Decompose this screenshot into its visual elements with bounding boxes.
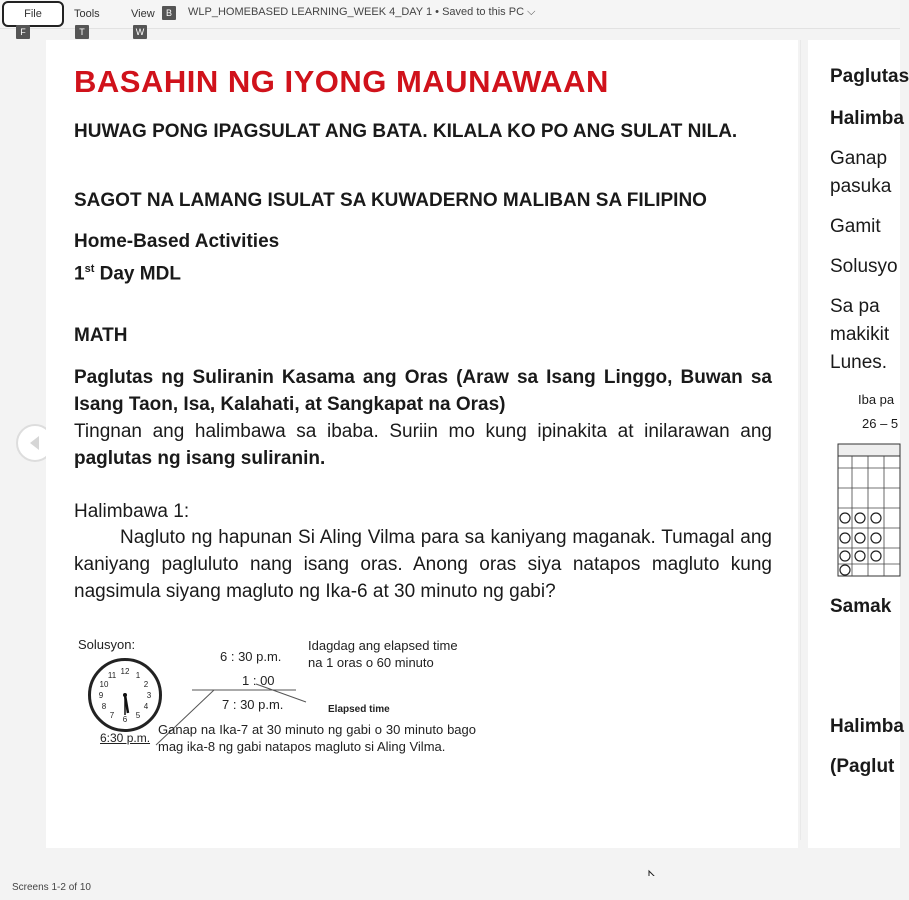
start-time: 6 : 30 p.m. <box>220 649 282 664</box>
next-document-page <box>808 40 909 848</box>
intro-paragraph <box>74 418 772 472</box>
svg-text:2: 2 <box>143 680 149 689</box>
day-number: 1 <box>74 263 85 285</box>
notice-text: HUWAG PONG IPAGSULAT ANG BATA. KILALA KO PO ANG SULAT NILA. <box>74 121 738 142</box>
clock-image <box>88 658 162 732</box>
right-text-line: Halimba <box>830 716 904 737</box>
svg-text:9: 9 <box>98 691 104 700</box>
svg-text:10: 10 <box>99 680 109 689</box>
svg-text:6: 6 <box>122 715 128 724</box>
right-text-line: 26 – 5 <box>862 416 899 431</box>
end-time: 7 : 30 p.m. <box>222 697 284 712</box>
page-divider <box>800 40 801 840</box>
solution-answer: Ganap na Ika-7 at 30 minuto ng gabi o 30 minuto bago mag ika-8 ng gabi natapos magluto si Aling Vilma. <box>158 722 476 754</box>
right-text-line: Lunes. <box>830 352 888 373</box>
intro-bold: paglutas ng isang suliranin. <box>74 448 326 469</box>
svg-text:1: 1 <box>135 671 141 680</box>
day-suffix: st <box>84 263 95 275</box>
right-text-line: Halimba <box>830 108 904 129</box>
right-text-line: Solusyo <box>830 256 898 277</box>
right-text-line: Paglutas <box>830 66 909 87</box>
right-text-line: Iba pa <box>858 392 895 407</box>
svg-text:12: 12 <box>120 667 130 676</box>
elapsed-duration: 1 : 00 <box>242 673 275 688</box>
document-title[interactable]: WLP_HOMEBASED LEARNING_WEEK 4_DAY 1 • Saved to this PC ⌵ <box>188 6 536 18</box>
solution-label: Solusyon: <box>78 637 136 652</box>
clock-caption: 6:30 p.m. <box>100 731 151 745</box>
intro-text: Tingnan ang halimbawa sa ibaba. Suriin mo kung ipinakita at inilarawan ang <box>74 421 772 442</box>
svg-text:11: 11 <box>107 671 117 680</box>
day-label <box>74 256 772 287</box>
status-bar <box>0 876 900 900</box>
problem-text: Nagluto ng hapunan Si Aling Vilma para sa kaniyang maganak. Tumagal ang kaniyang pagluluto nang isang oras. Anong oras siya natapos magluto kung nagsimula siyang magluto ng Ika-6 at 30 minuto ng gabi? <box>74 527 772 602</box>
solution-note: Idagdag ang elapsed time na 1 oras o 60 minuto <box>308 638 458 670</box>
screen-count: Screens 1-2 of 10 <box>12 882 91 893</box>
menu-file[interactable]: File <box>2 1 64 27</box>
keytip-tools: T <box>75 25 89 39</box>
notice-text-2: SAGOT NA LAMANG ISULAT SA KUWADERNO MALIBAN SA FILIPINO <box>74 190 707 211</box>
svg-text:5: 5 <box>135 711 141 720</box>
document-page <box>46 40 798 848</box>
keytip-view: W <box>133 25 147 39</box>
right-text-line: pasuka <box>830 176 892 197</box>
activities-title: Home-Based Activities <box>74 231 280 252</box>
day-rest: Day MDL <box>94 263 181 285</box>
menu-view[interactable]: View <box>131 8 155 20</box>
right-text-line: Samak <box>830 596 892 617</box>
right-text-line: makikit <box>830 324 890 345</box>
keytip-file: F <box>16 25 30 39</box>
calendar-image <box>838 444 900 576</box>
menu-tools[interactable]: Tools <box>74 8 100 20</box>
right-text-line: Ganap <box>830 148 888 169</box>
svg-text:4: 4 <box>143 702 149 711</box>
page-heading: BASAHIN NG IYONG MAUNAWAAN <box>74 64 609 99</box>
svg-text:7: 7 <box>109 711 115 720</box>
keytip-badge: B <box>162 6 176 20</box>
svg-text:8: 8 <box>101 702 107 711</box>
elapsed-time-label: Elapsed time <box>328 704 390 715</box>
example-label: Halimbawa 1: <box>74 501 190 522</box>
topic-title: Paglutas ng Suliranin Kasama ang Oras (Araw sa Isang Linggo, Buwan sa Isang Taon, Isa, Kalahati, at Sangkapat na Oras) <box>74 367 772 415</box>
clock-face-icon <box>91 661 159 729</box>
svg-text:3: 3 <box>146 691 152 700</box>
subject-title: MATH <box>74 325 128 346</box>
right-text-line: (Paglut <box>830 756 895 777</box>
right-text-line: Sa pa <box>830 296 880 317</box>
right-text-line: Gamit <box>830 216 881 237</box>
